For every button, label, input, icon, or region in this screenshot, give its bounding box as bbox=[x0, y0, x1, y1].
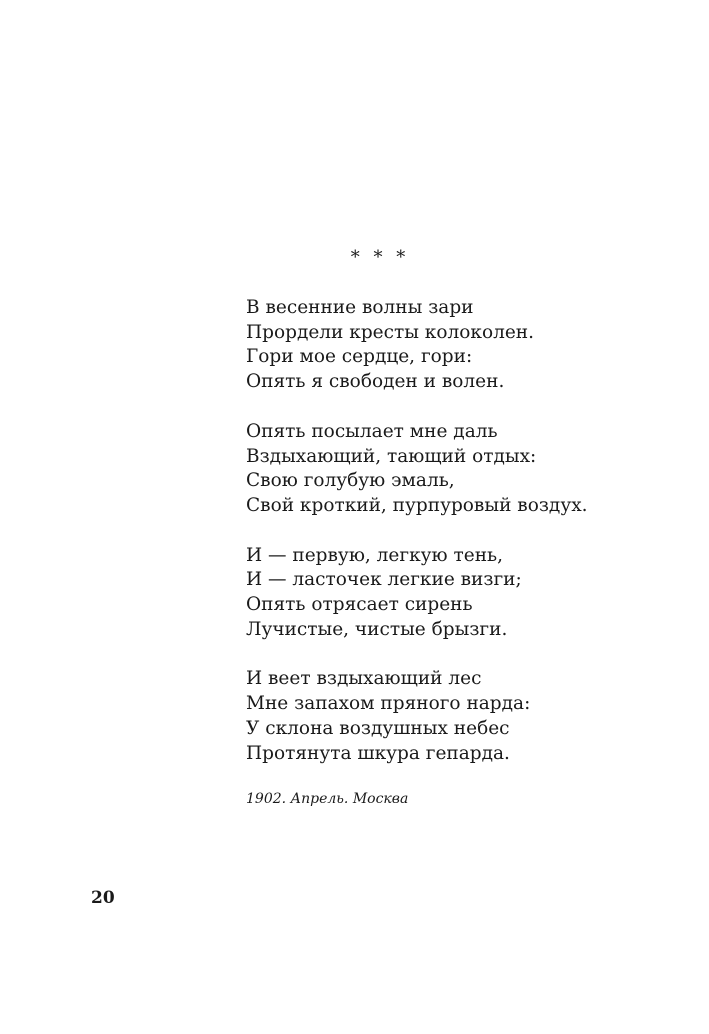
stanza-2 bbox=[246, 420, 686, 519]
poem-line: Свой кроткий, пурпуровый воздух. bbox=[246, 494, 588, 516]
poem-line: Гори мое сердце, гори: bbox=[246, 346, 473, 368]
poem-line: Опять я свободен и волен. bbox=[246, 371, 505, 393]
poem-line: Лучистые, чистые брызги. bbox=[246, 618, 508, 640]
poem-line: Протянута шкура гепарда. bbox=[246, 742, 510, 764]
page-number: 20 bbox=[91, 888, 115, 908]
poem-body bbox=[246, 296, 686, 791]
stanza-3 bbox=[246, 544, 686, 643]
poem-line: И веет вздыхающий лес bbox=[246, 668, 482, 690]
poem-line: И — первую, легкую тень, bbox=[246, 544, 503, 566]
stanza-4 bbox=[246, 667, 686, 766]
poem-line: В весенние волны зари bbox=[246, 297, 474, 318]
poem-line: Вздыхающий, тающий отдых: bbox=[246, 445, 537, 467]
poem-line: У склона воздушных небес bbox=[246, 717, 510, 739]
section-separator: * * * bbox=[350, 247, 410, 268]
poem-line: Свою голубую эмаль, bbox=[246, 470, 455, 492]
poem-line: Опять отрясает сирень bbox=[246, 594, 473, 616]
poem-line: Опять посылает мне даль bbox=[246, 420, 498, 442]
poem-line: Прордели кресты колоколен. bbox=[246, 321, 535, 343]
stanza-1 bbox=[246, 296, 686, 395]
poem-dateline: 1902. Апрель. Москва bbox=[246, 791, 409, 807]
poem-line: Мне запахом пряного нарда: bbox=[246, 693, 531, 715]
poem-line: И — ласточек легкие визги; bbox=[246, 569, 522, 591]
